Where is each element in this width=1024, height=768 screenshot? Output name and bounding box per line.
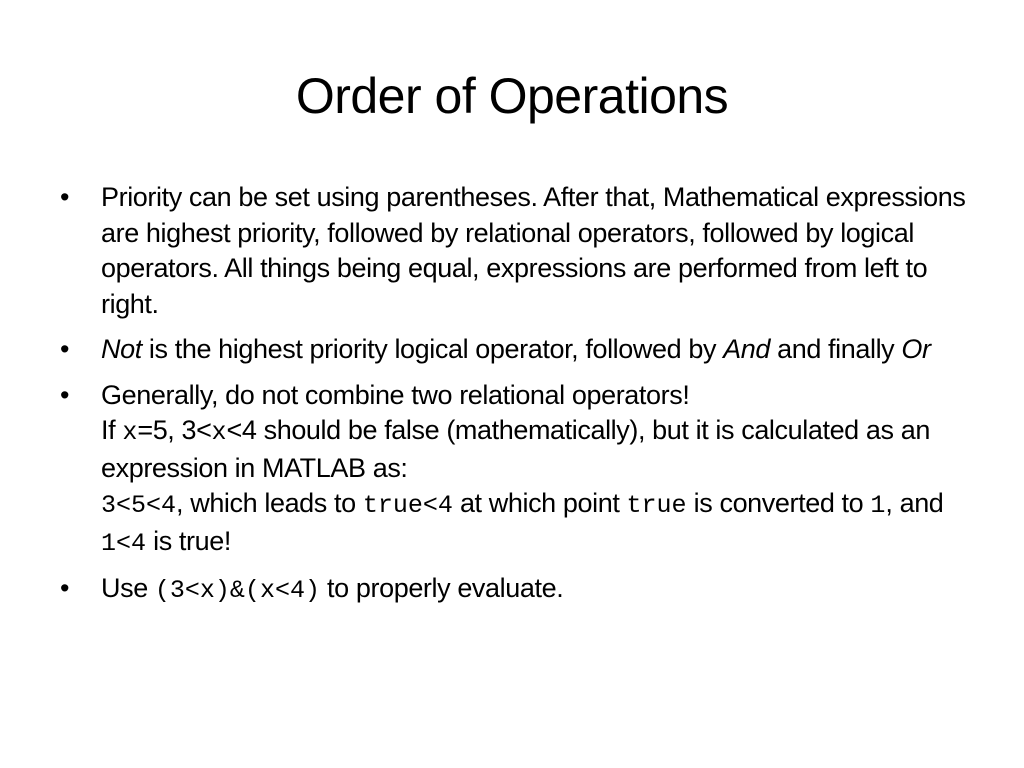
code-snippet: 3<5<4 xyxy=(101,491,177,520)
bullet-item-usage xyxy=(60,571,975,609)
slide-title: Order of Operations xyxy=(295,68,729,124)
bullet-text: and finally xyxy=(770,334,902,364)
code-snippet: true xyxy=(626,491,687,520)
bullet-text: Use xyxy=(101,573,155,603)
code-variable: x xyxy=(211,418,227,447)
bullet-icon: • xyxy=(60,573,70,603)
code-snippet: 1 xyxy=(870,491,886,520)
bullet-icon: • xyxy=(60,379,70,410)
bullet-text: Priority can be set using parentheses. After that, Mathematical expressions are highest priority, followed by relational operators, followed by logical operators. All things being equal, expressions are performed from left to right. xyxy=(101,182,966,319)
bullet-text: is converted to xyxy=(686,488,871,518)
bullet-icon: • xyxy=(60,334,70,364)
bullet-text: , which leads to xyxy=(176,488,363,518)
code-snippet: (3<x)&(x<4) xyxy=(154,576,320,605)
not-keyword: Not xyxy=(101,334,142,364)
code-snippet: true<4 xyxy=(362,491,453,520)
bullet-text: Generally, do not combine two relational operators! xyxy=(101,379,690,410)
bullet-text: at which point xyxy=(452,488,627,518)
bullet-text: <4 should be false (mathematically), but it is calculated as an expression in MATLAB as: xyxy=(101,415,930,483)
bullet-text: =5, 3< xyxy=(137,415,212,445)
bullet-text: If xyxy=(101,415,123,445)
bullet-item-logical-order xyxy=(60,332,975,368)
code-snippet: 1<4 xyxy=(101,528,147,558)
bullet-item-priority xyxy=(60,180,975,322)
and-keyword: And xyxy=(723,334,770,364)
code-variable: x xyxy=(122,418,138,447)
bullet-text: to properly evaluate. xyxy=(319,573,564,603)
bullet-text: , and xyxy=(885,488,944,518)
bullet-text: is true! xyxy=(146,525,231,556)
bullet-item-relational xyxy=(60,378,975,562)
bullet-icon: • xyxy=(60,182,70,212)
bullet-text: is the highest priority logical operator, followed by xyxy=(141,334,724,364)
bullet-list xyxy=(60,180,975,619)
or-keyword: Or xyxy=(901,334,931,364)
